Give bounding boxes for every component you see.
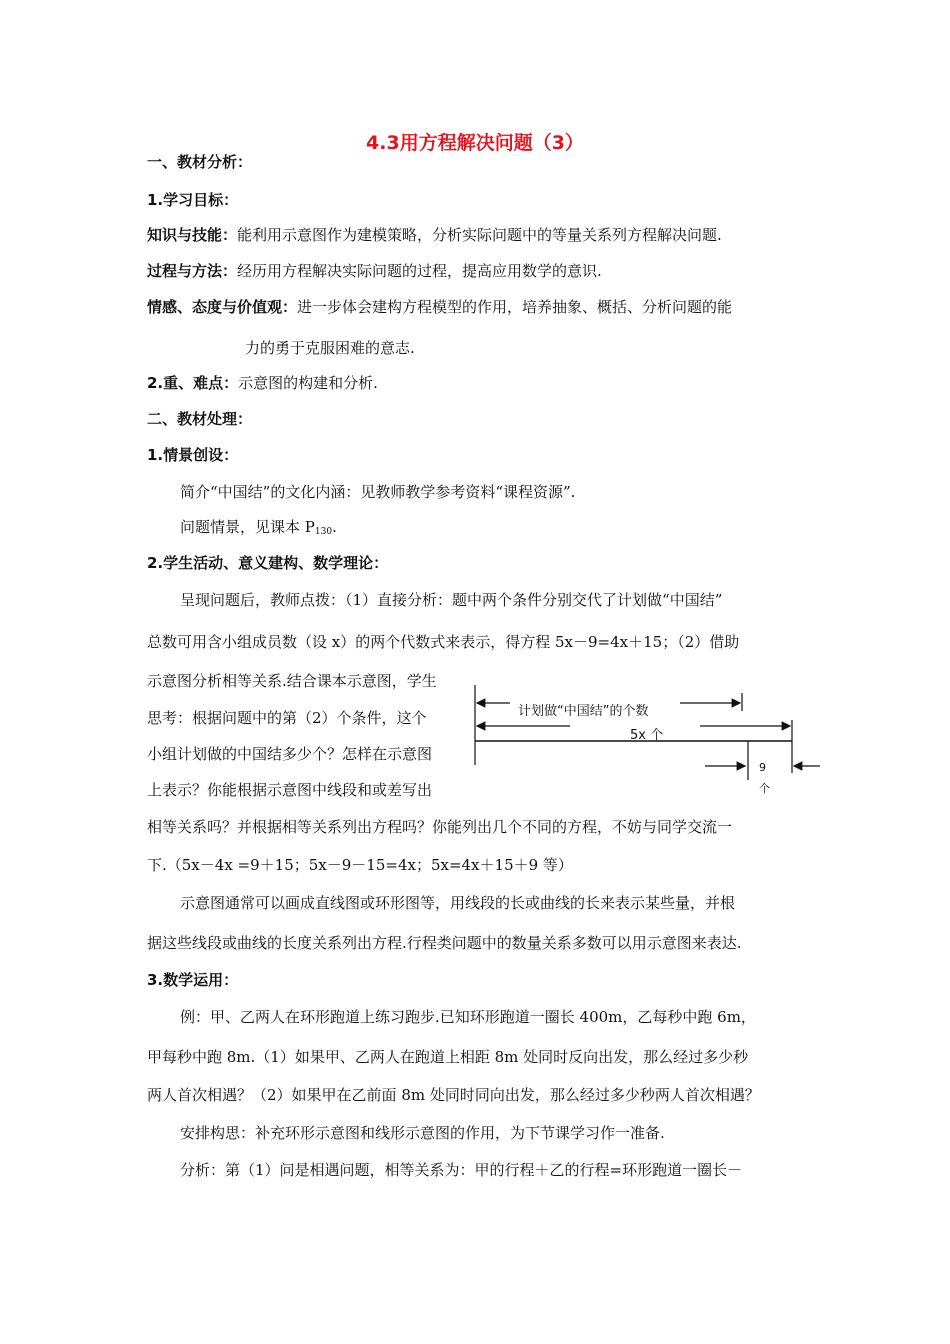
- intro-paragraph-2: [180, 517, 337, 542]
- goal-process: [147, 261, 602, 281]
- key-points-text: 示意图的构建和分析.: [238, 374, 378, 392]
- plan-paragraph: 安排构思：补充环形示意图和线形示意图的作用，为下节课学习作一准备.: [180, 1124, 665, 1142]
- section-heading-1: 一、教材分析：: [147, 153, 253, 171]
- section-heading-2: 二、教材处理：: [147, 410, 253, 428]
- label-5x: 5x 个: [630, 728, 664, 743]
- label-planned-count: 计划做“中国结”的个数: [518, 704, 649, 719]
- goal-knowledge-text: 能利用示意图作为建模策略，分析实际问题中的等量关系列方程解决问题.: [237, 226, 722, 244]
- p1-line-a: 呈现问题后，教师点拨：（1）直接分析：题中两个条件分别交代了计划做“中国结”: [180, 591, 723, 609]
- p1-line-e: 小组计划做的中国结多少个？怎样在示意图: [147, 745, 433, 763]
- example-line-a: 例：甲、乙两人在环形跑道上练习跑步.已知环形跑道一圈长 400m，乙每秒中跑 6m，: [180, 1008, 756, 1026]
- goal-knowledge-label: 知识与技能：: [147, 226, 238, 244]
- subheading-goals: 1.学习目标：: [147, 191, 239, 209]
- label-ge: 个: [759, 782, 770, 795]
- goal-emotion-label: 情感、态度与价值观：: [147, 298, 298, 316]
- analysis-paragraph: 分析：第（1）问是相遇问题，相等关系为：甲的行程＋乙的行程=环形跑道一圈长－: [180, 1161, 743, 1179]
- subheading-activity: 2.学生活动、意义建构、数学理论：: [147, 554, 389, 572]
- key-points: [147, 373, 378, 393]
- p1-line-c: 示意图分析相等关系.结合课本示意图，学生: [147, 672, 437, 690]
- goal-emotion: [147, 297, 732, 317]
- intro2-sub: 130: [314, 527, 333, 537]
- intro2-post: .: [332, 518, 337, 536]
- p1-line-f: 上表示？你能根据示意图中线段和或差写出: [147, 781, 433, 799]
- example-line-b: 甲每秒中跑 8m.（1）如果甲、乙两人在跑道上相距 8m 处同时反向出发，那么经过多少秒: [147, 1048, 749, 1066]
- intro-paragraph-1: 简介“中国结”的文化内涵：见教师教学参考资料“课程资源”.: [180, 483, 576, 501]
- goal-emotion-text: 进一步体会建构方程模型的作用，培养抽象、概括、分析问题的能: [297, 298, 733, 316]
- example-line-c: 两人首次相遇？（2）如果甲在乙前面 8m 处同时同向出发，那么经过多少秒两人首次相遇？: [147, 1086, 760, 1104]
- p1-line-g: 相等关系吗？并根据相等关系列出方程吗？你能列出几个不同的方程，不妨与同学交流一: [147, 818, 733, 836]
- p2-line-a: 示意图通常可以画成直线图或环形图等，用线段的长或曲线的长来表示某些量，并根: [180, 894, 736, 912]
- p1-line-d: 思考：根据问题中的第（2）个条件，这个: [147, 709, 427, 727]
- intro2-pre: 问题情景，见课本 P: [180, 518, 315, 536]
- p2-line-b: 据这些线段或曲线的长度关系列出方程.行程类问题中的数量关系多数可以用示意图来表达.: [147, 934, 742, 952]
- p1-line-b: 总数可用含小组成员数（设 x）的两个代数式来表示，得方程 5x－9=4x＋15；（2）借助: [147, 633, 740, 651]
- goal-knowledge: [147, 225, 722, 245]
- label-9: 9: [759, 761, 766, 774]
- goal-process-text: 经历用方程解决实际问题的过程，提高应用数学的意识.: [237, 262, 602, 280]
- goal-process-label: 过程与方法：: [147, 262, 238, 280]
- goal-emotion-cont: 力的勇于克服困难的意志.: [245, 339, 415, 357]
- page-title: 4.3用方程解决问题（3）: [366, 132, 584, 154]
- subheading-application: 3.数学运用：: [147, 971, 239, 989]
- key-points-label: 2.重、难点：: [147, 374, 239, 392]
- subheading-scenario: 1.情景创设：: [147, 446, 239, 464]
- segment-diagram: [470, 675, 830, 805]
- p1-line-h: 下.（5x－4x =9＋15；5x－9－15=4x；5x=4x＋15＋9 等）: [147, 856, 573, 874]
